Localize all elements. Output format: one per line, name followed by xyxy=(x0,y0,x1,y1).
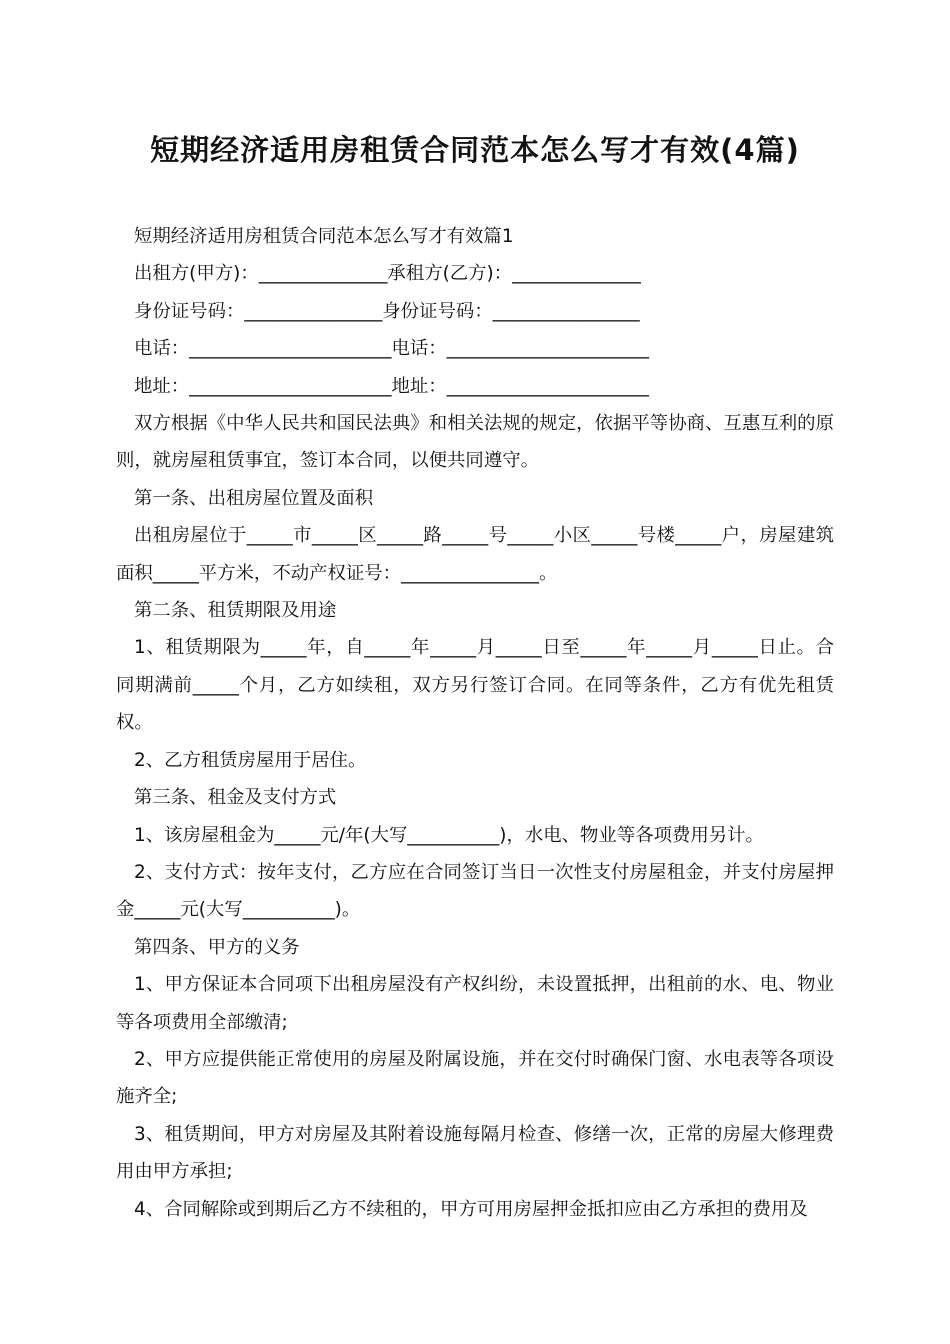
party-line-phone: 电话：______________________电话：______________________ xyxy=(134,338,649,360)
article-paragraph: 1、该房屋租金为_____元/年(大写__________)，水电、物业等各项费用另计。 xyxy=(134,824,764,846)
party-line-address: 地址：______________________地址：______________________ xyxy=(134,375,649,397)
article-paragraph: 3、租赁期间，甲方对房屋及其附着设施每隔月检查、修缮一次，正常的房屋大修理费用由甲方承担; xyxy=(116,1123,834,1183)
article-heading-3: 第三条、租金及支付方式 xyxy=(134,787,337,809)
article-heading-2: 第二条、租赁期限及用途 xyxy=(134,600,337,622)
article-paragraph: 1、租赁期限为_____年，自_____年_____月_____日至_____年_____月_____日止。合同期满前_____个月，乙方如续租，双方另行签订合同。在同等条件，乙方有优先租赁权。 xyxy=(116,637,834,734)
article-paragraph: 2、甲方应提供能正常使用的房屋及附属设施，并在交付时确保门窗、水电表等各项设施齐全; xyxy=(116,1048,834,1108)
preamble-paragraph: 双方根据《中华人民共和国民法典》和相关法规的规定，依据平等协商、互惠互利的原则，就房屋租赁事宜，签订本合同，以便共同遵守。 xyxy=(116,413,834,472)
article-heading-1: 第一条、出租房屋位置及面积 xyxy=(134,487,374,509)
document-title: 短期经济适用房租赁合同范本怎么写才有效(4篇) xyxy=(150,133,800,167)
document-body xyxy=(116,218,834,1228)
article-heading-4: 第四条、甲方的义务 xyxy=(134,936,300,958)
article-paragraph: 2、乙方租赁房屋用于居住。 xyxy=(134,749,367,771)
party-line-id: 身份证号码：_______________身份证号码：________________ xyxy=(134,300,640,322)
article-paragraph: 4、合同解除或到期后乙方不续租的，甲方可用房屋押金抵扣应由乙方承担的费用及 xyxy=(134,1198,808,1220)
party-line-names: 出租方(甲方)：______________承租方(乙方)：______________ xyxy=(134,263,641,285)
article-paragraph: 1、甲方保证本合同项下出租房屋没有产权纠纷，未设置抵押，出租前的水、电、物业等各项费用全部缴清; xyxy=(116,974,834,1033)
section-heading: 短期经济适用房租赁合同范本怎么写才有效篇1 xyxy=(134,226,514,247)
article-paragraph: 2、支付方式：按年支付，乙方应在合同签订当日一次性支付房屋租金，并支付房屋押金_____元(大写__________)。 xyxy=(116,861,834,921)
article-paragraph: 出租房屋位于_____市_____区_____路_____号_____小区_____号楼_____户，房屋建筑面积_____平方米，不动产权证号：_______________。 xyxy=(116,525,834,584)
